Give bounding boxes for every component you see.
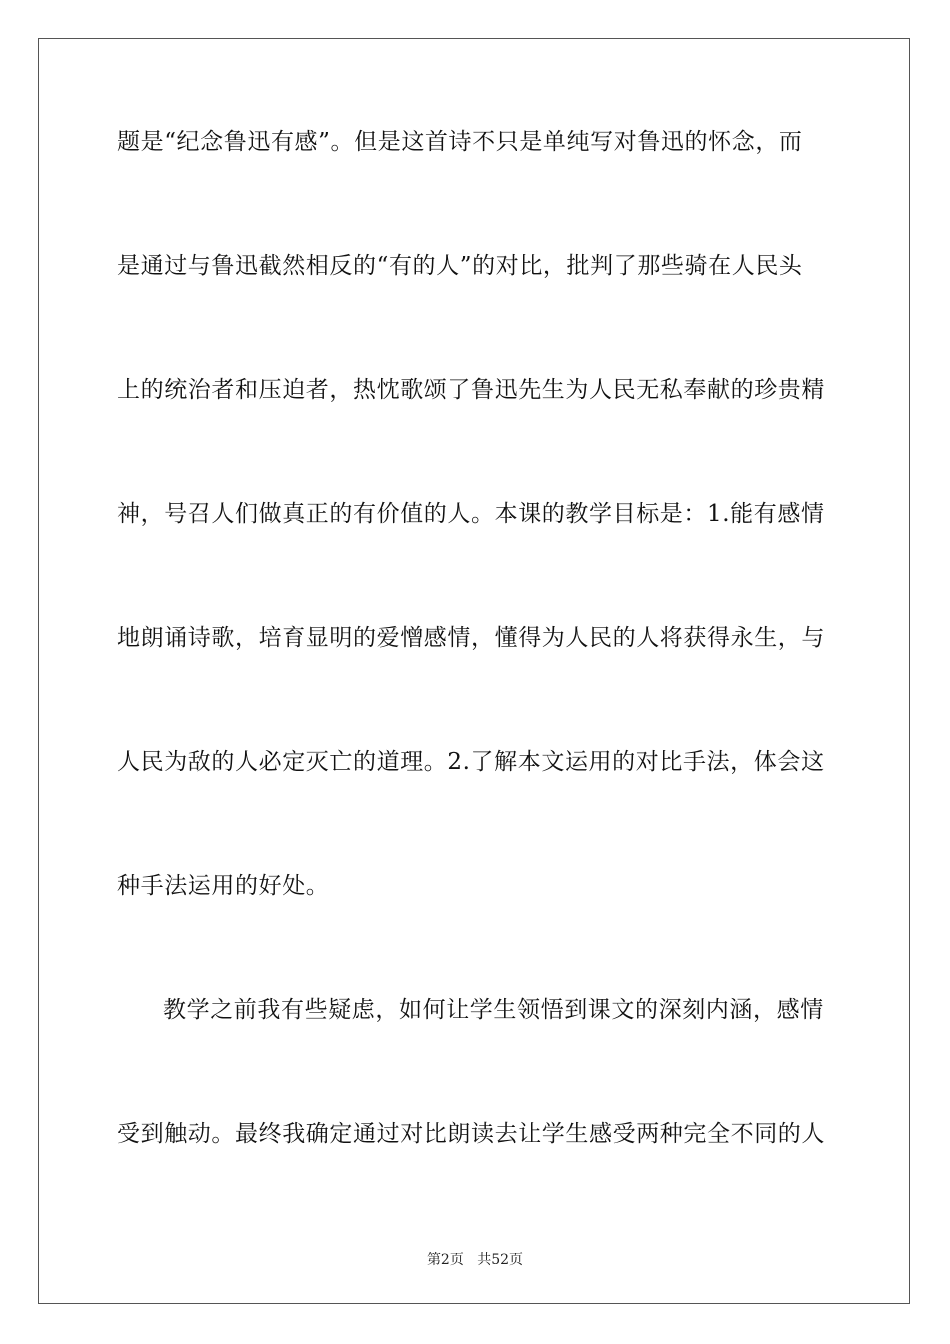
text-line: 种手法运用的好处。 (117, 873, 330, 899)
text-line: 题是“纪念鲁迅有感”。但是这首诗不只是单纯写对鲁迅的怀念，而 (117, 129, 803, 155)
text-line: 人民为敌的人必定灭亡的道理。2.了解本文运用的对比手法，体会这 (117, 749, 825, 775)
text-line: 神，号召人们做真正的有价值的人。本课的教学目标是：1.能有感情 (117, 501, 825, 527)
total-pages: 共52页 (477, 1252, 524, 1268)
page-number: 第2页 (426, 1252, 464, 1268)
text-line: 是通过与鲁迅截然相反的“有的人”的对比，批判了那些骑在人民头 (117, 253, 803, 279)
text-line: 受到触动。最终我确定通过对比朗读去让学生感受两种完全不同的人 (117, 1121, 825, 1147)
text-line: 地朗诵诗歌，培育显明的爱憎感情，懂得为人民的人将获得永生，与 (117, 625, 825, 651)
paragraph-first-line: 教学之前我有些疑虑，如何让学生领悟到课文的深刻内涵，感情 (163, 997, 824, 1023)
text-line: 上的统治者和压迫者，热忱歌颂了鲁迅先生为人民无私奉献的珍贵精 (117, 377, 825, 403)
page-footer (0, 1249, 950, 1269)
document-body (117, 128, 837, 1244)
